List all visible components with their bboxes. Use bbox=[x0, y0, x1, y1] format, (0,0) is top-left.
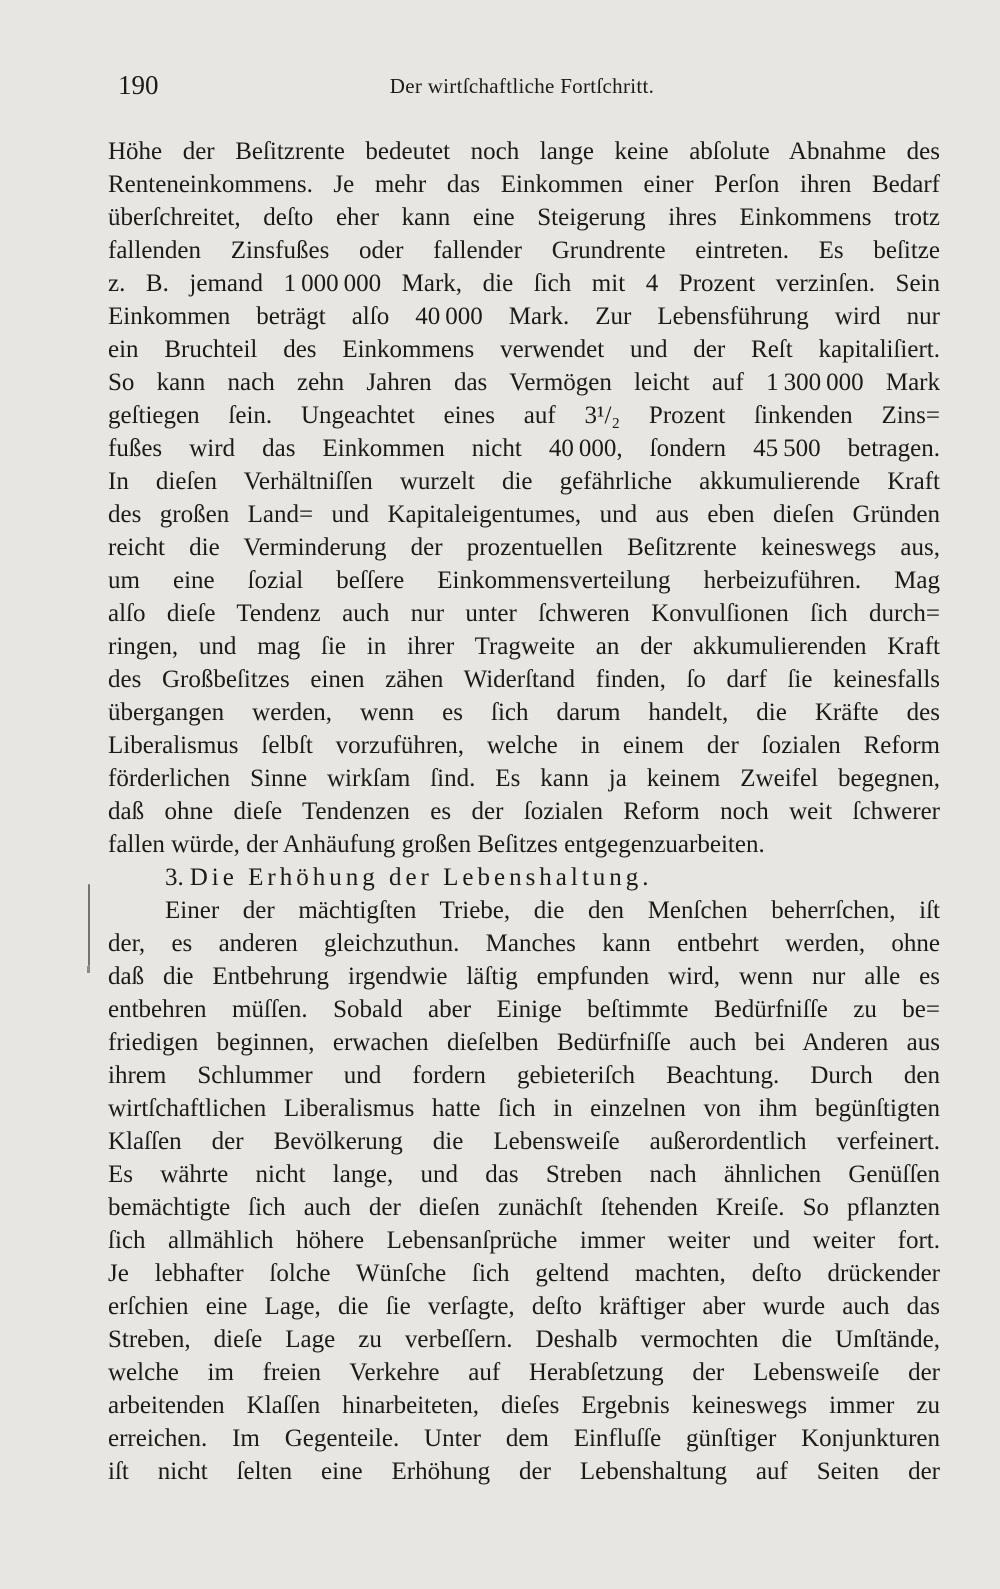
section-number: 3. bbox=[165, 864, 184, 891]
text-line: In dieſen Verhältniſſen wurzelt die gefährliche akkumulierende Kraft bbox=[108, 468, 940, 495]
text-line: Es währte nicht lange, und das Streben nach ähnlichen Genüſſen bbox=[108, 1161, 940, 1188]
text-line: Einkommen beträgt alſo 40 000 Mark. Zur Lebensführung wird nur bbox=[108, 303, 940, 330]
page-number: 190 bbox=[118, 70, 159, 100]
margin-pencil-mark bbox=[88, 884, 90, 966]
section-title: Die Erhöhung der Lebenshaltung. bbox=[189, 864, 653, 891]
text-line: welche im freien Verkehre auf Herabſetzung der Lebensweiſe der bbox=[108, 1359, 940, 1386]
text-line: fußes wird das Einkommen nicht 40 000, ſondern 45 500 betragen. bbox=[108, 435, 940, 462]
text-line: überſchreitet, deſto eher kann eine Steigerung ihres Einkommens trotz bbox=[108, 204, 940, 231]
text-line: Klaſſen der Bevölkerung die Lebensweiſe außerordentlich verfeinert. bbox=[108, 1128, 940, 1155]
text-line: alſo dieſe Tendenz auch nur unter ſchweren Konvulſionen ſich durch= bbox=[108, 600, 940, 627]
text-line: So kann nach zehn Jahren das Vermögen leicht auf 1 300 000 Mark bbox=[108, 369, 940, 396]
running-head: Der wirtſchaftliche Fortſchritt. bbox=[389, 74, 655, 98]
margin-pencil-tick bbox=[87, 966, 90, 973]
text-line: des Großbeſitzes einen zähen Widerſtand finden, ſo darf ſie keinesfalls bbox=[108, 666, 940, 693]
text-line: friedigen beginnen, erwachen dieſelben Bedürfniſſe auch bei Anderen aus bbox=[108, 1029, 940, 1056]
text-line: förderlichen Sinne wirkſam ſind. Es kann ja keinem Zweifel begegnen, bbox=[108, 765, 940, 792]
text-line: daß die Entbehrung irgendwie läſtig empfunden wird, wenn nur alle es bbox=[108, 963, 940, 990]
text-line: Liberalismus ſelbſt vorzuführen, welche in einem der ſozialen Reform bbox=[108, 732, 940, 759]
text-line: reicht die Verminderung der prozentuellen Beſitzrente keineswegs aus, bbox=[108, 534, 940, 561]
text-line: iſt nicht ſelten eine Erhöhung der Lebenshaltung auf Seiten der bbox=[108, 1458, 940, 1485]
text-line: ringen, und mag ſie in ihrer Tragweite an der akkumulierenden Kraft bbox=[108, 633, 940, 660]
text-line: Renteneinkommens. Je mehr das Einkommen einer Perſon ihren Bedarf bbox=[108, 171, 940, 198]
text-line: erreichen. Im Gegenteile. Unter dem Einfluſſe günſtiger Konjunkturen bbox=[108, 1425, 940, 1452]
text-line: z. B. jemand 1 000 000 Mark, die ſich mit 4 Prozent verzinſen. Sein bbox=[108, 270, 940, 297]
text-line: daß ohne dieſe Tendenzen es der ſozialen Reform noch weit ſchwerer bbox=[108, 798, 940, 825]
text-line: entbehren müſſen. Sobald aber Einige beſtimmte Bedürfniſſe zu be= bbox=[108, 996, 940, 1023]
text-line: ihrem Schlummer und fordern gebieteriſch Beachtung. Durch den bbox=[108, 1062, 940, 1089]
text-line: des großen Land= und Kapitaleigentumes, und aus eben dieſen Gründen bbox=[108, 501, 940, 528]
text-line: erſchien eine Lage, die ſie verſagte, deſto kräftiger aber wurde auch das bbox=[108, 1293, 940, 1320]
text-line: bemächtigte ſich auch der dieſen zunächſt ſtehenden Kreiſe. So pflanzten bbox=[108, 1194, 940, 1221]
body-text bbox=[108, 135, 940, 1488]
text-line: fallen würde, der Anhäufung großen Beſitzes entgegenzuarbeiten. bbox=[108, 831, 765, 858]
text-line: Streben, dieſe Lage zu verbeſſern. Deshalb vermochten die Umſtände, bbox=[108, 1326, 940, 1353]
text-line: wirtſchaftlichen Liberalismus hatte ſich in einzelnen von ihm begünſtigten bbox=[108, 1095, 940, 1122]
text-line: ein Bruchteil des Einkommens verwendet und der Reſt kapitaliſiert. bbox=[108, 336, 940, 363]
text-line: der, es anderen gleichzuthun. Manches kann entbehrt werden, ohne bbox=[108, 930, 940, 957]
text-line: Je lebhafter ſolche Wünſche ſich geltend machten, deſto drückender bbox=[108, 1260, 940, 1287]
text-line: fallenden Zinsfußes oder fallender Grundrente eintreten. Es beſitze bbox=[108, 237, 940, 264]
text-line: ſich allmählich höhere Lebensanſprüche immer weiter und weiter fort. bbox=[108, 1227, 940, 1254]
text-line: um eine ſozial beſſere Einkommensverteilung herbeizuführen. Mag bbox=[108, 567, 940, 594]
text-line: geſtiegen ſein. Ungeachtet eines auf 3¹/₂ Prozent ſinkenden Zins= bbox=[108, 402, 940, 429]
text-line: Einer der mächtigſten Triebe, die den Menſchen beherrſchen, iſt bbox=[165, 897, 940, 924]
text-line: Höhe der Beſitzrente bedeutet noch lange keine abſolute Abnahme des bbox=[108, 138, 940, 165]
section-heading bbox=[108, 861, 940, 894]
text-line: arbeitenden Klaſſen hinarbeiteten, dieſes Ergebnis keineswegs immer zu bbox=[108, 1392, 940, 1419]
text-line: übergangen werden, wenn es ſich darum handelt, die Kräfte des bbox=[108, 699, 940, 726]
